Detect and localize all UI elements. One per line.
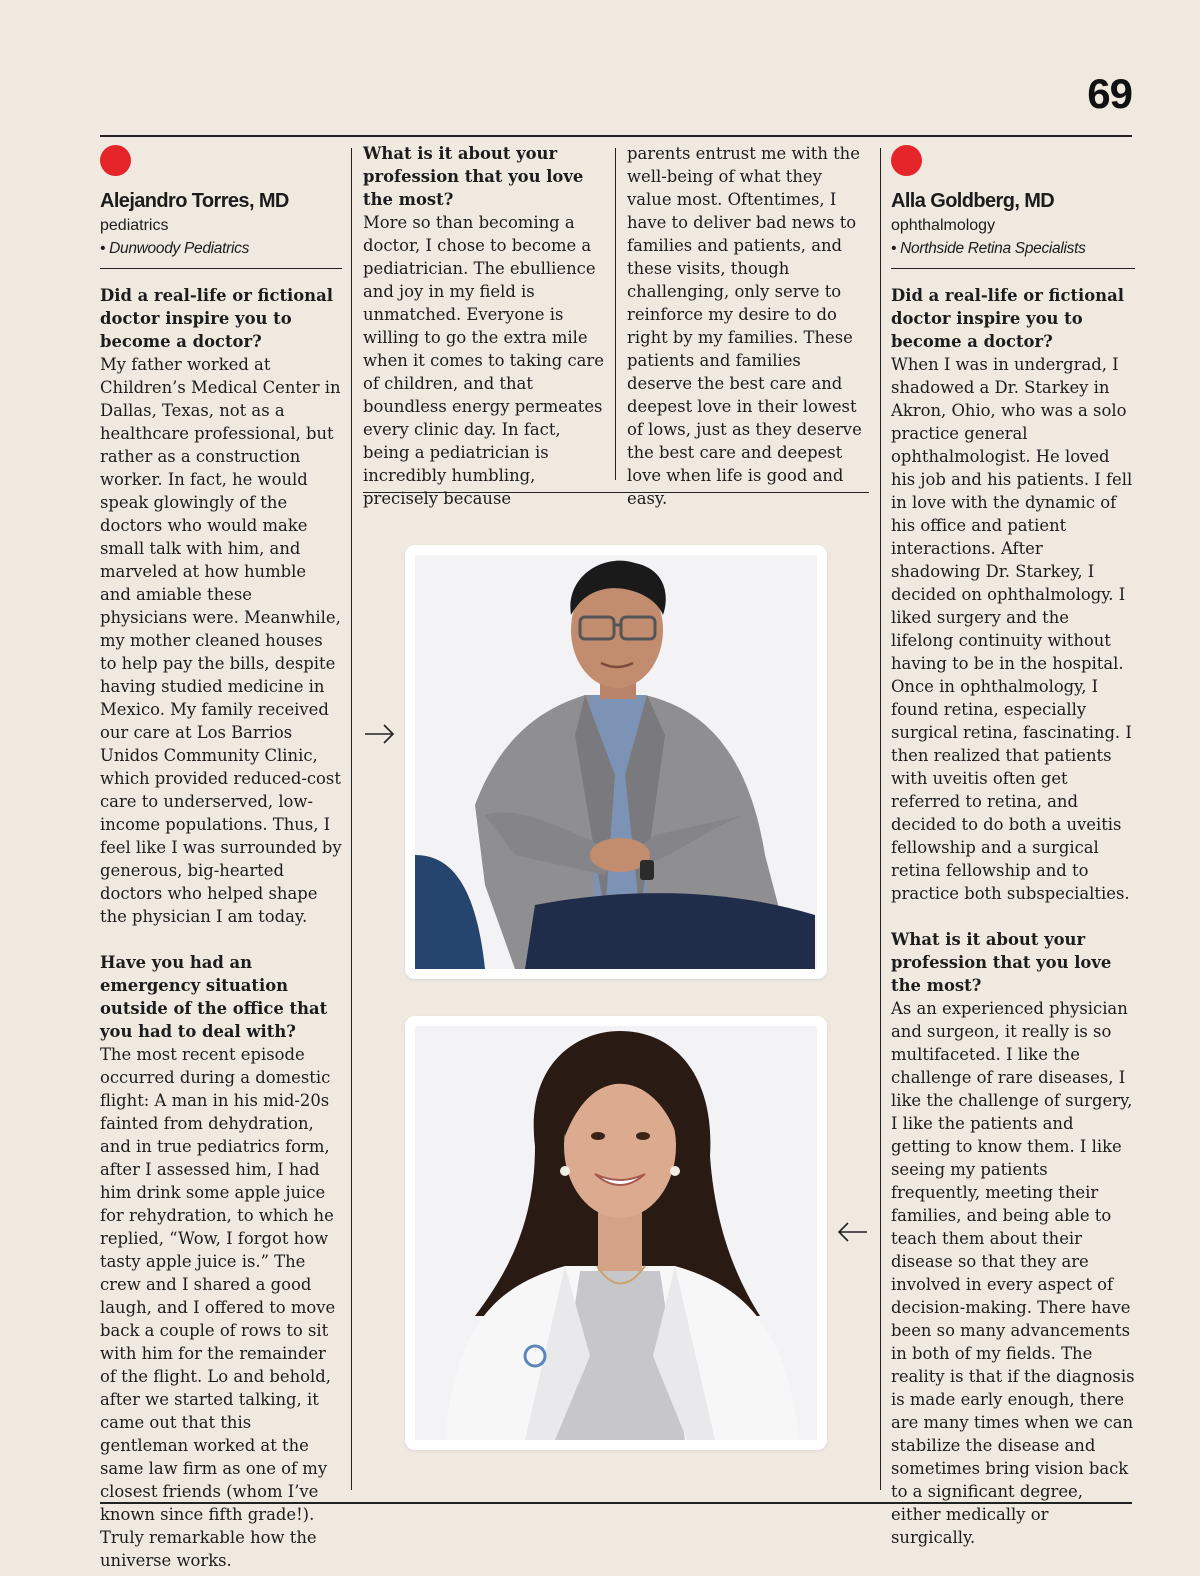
man-portrait-illustration bbox=[415, 555, 817, 969]
header-rule bbox=[891, 268, 1135, 269]
red-dot-marker bbox=[100, 145, 131, 176]
top-rule bbox=[100, 135, 1132, 137]
column-divider-middle bbox=[615, 148, 616, 480]
middle-column-a bbox=[363, 142, 607, 510]
arrow-left-icon bbox=[836, 1222, 868, 1242]
answer-text: The most recent episode occurred during a domestic flight: A man in his mid-20s fainted from dehydration, and in true pediatrics form, after I assessed him, I had him drink some apple juice for rehydration, to which he replied, “Wow, I forgot how tasty apple juice is.” The crew and I shared a good laugh, and I offered to move back a couple of rows to sit with him for the remainder of the flight. Lo and behold, after we started talking, it came out that this gentleman worked at the same law firm as one of my closest friends (whom I’ve known since fifth grade!). Truly remarkable how the universe works. bbox=[100, 1045, 336, 1570]
column-divider-right bbox=[880, 148, 881, 1490]
question-heading: What is it about your profession that you love the most? bbox=[363, 144, 584, 209]
portrait-photo-torres bbox=[405, 545, 827, 979]
question-heading: Did a real-life or fictional doctor inspire you to become a doctor? bbox=[891, 286, 1124, 351]
question-heading: Did a real-life or fictional doctor inspire you to become a doctor? bbox=[100, 286, 333, 351]
answer-text: As an experienced physician and surgeon, it really is so multifaceted. I like the challenge of rare diseases, I like the challenge of surgery, I like the patients and getting to know them. I like seeing my patients frequently, meeting their families, and being able to teach them about their disease so that they are involved in every aspect of decision-making. There have been so many advancements in both of my fields. The reality is that if the diagnosis is made early enough, there are many times when we can stabilize the disease and sometimes bring vision back to a significant degree, either medically or surgically. bbox=[891, 999, 1135, 1547]
answer-text: When I was in undergrad, I shadowed a Dr. Starkey in Akron, Ohio, who was a solo practice general ophthalmologist. He loved his job and his patients. I fell in love with the dynamic of his office and patient interactions. After shadowing Dr. Starkey, I decided on ophthalmology. I liked surgery and the lifelong continuity without having to be in the hospital. Once in ophthalmology, I found retina, especially surgical retina, fascinating. I then realized that patients with uveitis often get referred to retina, and decided to do both a uveitis fellowship and a surgical retina fellowship and to practice both subspecialties. bbox=[891, 355, 1133, 903]
doctor-practice: • Northside Retina Specialists bbox=[891, 240, 1086, 257]
doctor-specialty: ophthalmology bbox=[891, 217, 996, 234]
doctor-practice: • Dunwoody Pediatrics bbox=[100, 240, 250, 257]
portrait-photo-goldberg bbox=[405, 1016, 827, 1450]
answer-text: My father worked at Children’s Medical Center in Dallas, Texas, not as a healthcare professional, but rather as a construction worker. In fact, he would speak glowingly of the doctors who would make small talk with him, and marveled at how humble and amiable these physicians were. Meanwhile, my mother cleaned houses to help pay the bills, despite having studied medicine in Mexico. My family received our care at Los Barrios Unidos Community Clinic, which provided reduced-cost care to underserved, low-income populations. Thus, I feel like I was surrounded by generous, big-hearted doctors who helped shape the physician I am today. bbox=[100, 355, 342, 926]
question-heading: What is it about your profession that you love the most? bbox=[891, 930, 1112, 995]
column-divider-left bbox=[351, 148, 352, 1490]
doctor-name: Alla Goldberg, MD bbox=[891, 190, 1055, 212]
doctor-specialty: pediatrics bbox=[100, 217, 169, 234]
left-column bbox=[100, 145, 342, 1572]
header-rule bbox=[100, 268, 342, 269]
page-number: 69 bbox=[1087, 70, 1132, 117]
doctor-name: Alejandro Torres, MD bbox=[100, 190, 289, 212]
red-dot-marker bbox=[891, 145, 922, 176]
arrow-right-icon bbox=[364, 724, 396, 744]
answer-text: parents entrust me with the well-being of what they value most. Oftentimes, I have to deliver bad news to families and patients, and these visits, though challenging, only serve to reinforce my desire to do right by my families. These patients and families deserve the best care and deepest love in their lowest of lows, just as they deserve the best care and deepest love when life is good and easy. bbox=[627, 144, 862, 508]
middle-column-b bbox=[627, 142, 871, 510]
right-column bbox=[891, 145, 1135, 1549]
question-heading: Have you had an emergency situation outside of the office that you had to deal with? bbox=[100, 953, 328, 1041]
answer-text: More so than becoming a doctor, I chose to become a pediatrician. The ebullience and joy in my field is unmatched. Everyone is willing to go the extra mile when it comes to taking care of children, and that boundless energy permeates every clinic day. In fact, being a pediatrician is incredibly humbling, precisely because bbox=[363, 213, 604, 508]
woman-portrait-illustration bbox=[415, 1026, 817, 1440]
